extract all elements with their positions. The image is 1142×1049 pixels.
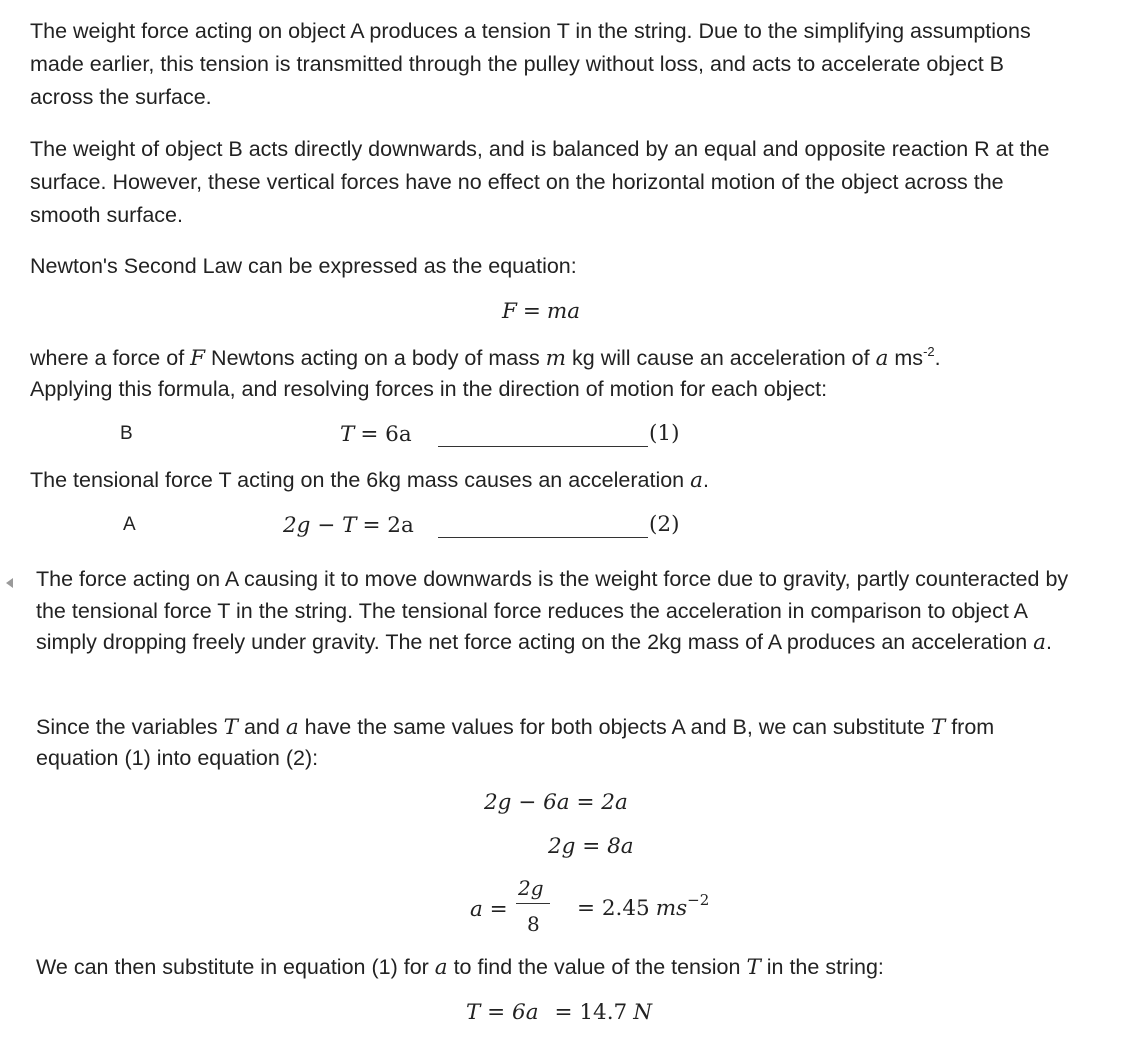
paragraph-equation-reference: equation (1) into equation (2): [36, 746, 319, 770]
paragraph-where-force [30, 345, 941, 372]
equation-newton-second-law [502, 298, 580, 325]
variable-a: a [434, 955, 448, 980]
variable-a: a [875, 346, 889, 371]
equation-2 [283, 512, 414, 539]
equation-symbol: = [522, 299, 541, 324]
equation-label-b: B [120, 423, 133, 444]
text-run: to find the value of the tension [447, 955, 747, 979]
paragraph-tension: The weight force acting on object A produces a tension T in the string. Due to the simplifying assumptions made earlier, this tension is transmitted through the pulley without loss, and acts to accelerate object B across the surface. [30, 19, 1031, 109]
fraction-bar [516, 903, 550, 904]
text-run: from [945, 715, 995, 739]
final-result: = 14.7 [554, 1000, 628, 1025]
paragraph-newton-intro: Newton's Second Law can be expressed as the equation: [30, 254, 577, 278]
derivation-a-lhs: a = [470, 897, 508, 922]
text-run: where a force of [30, 346, 191, 370]
paragraph-weight-of-b: The weight of object B acts directly downwards, and is balanced by an equal and opposite reaction R at the surface. However, these vertical forces have no effect on the horizontal motion of the object across the smooth surface. [30, 137, 1050, 227]
equation-lhs: T [340, 422, 355, 447]
variable-a: a [1033, 630, 1046, 655]
text-run: kg will cause an acceleration of [566, 346, 876, 370]
text-run: We can then substitute in equation (1) for [36, 955, 435, 979]
paragraph-force-on-a [36, 564, 1081, 659]
text-run: Since the variables [36, 715, 224, 739]
derivation-line-2: 2g = 8a [548, 834, 634, 859]
text-run: in the string: [760, 955, 884, 979]
fraction-denominator: 8 [527, 912, 540, 936]
equation-number-2: (2) [649, 512, 680, 537]
collapse-arrow-icon[interactable] [6, 578, 13, 588]
variable-a: a [690, 468, 703, 493]
variable-t: T [223, 715, 238, 740]
equation-leader-line [438, 446, 648, 447]
equation-number-1: (1) [649, 421, 680, 446]
paragraph-substitute-final [36, 954, 884, 981]
equation-1 [340, 421, 412, 448]
equation-label-a: A [123, 514, 136, 535]
equation-symbol: ma [546, 299, 581, 324]
text-run: The force acting on A causing it to move downwards is the weight force due to gravity, partly counteracted by the tensional force T in the string. The tensional force reduces the acceleration in comparison to object A simply dropping freely under gravity. The net force acting on the 2kg mass of A produces an acceleration [36, 567, 1069, 654]
unit-exponent: −2 [687, 891, 710, 909]
variable-m: m [545, 346, 567, 371]
result-unit: ms [655, 896, 688, 921]
text-run: and [237, 715, 286, 739]
derivation-line-1: 2g − 6a = 2a [484, 790, 628, 815]
equation-rhs: = 2a [362, 513, 414, 538]
text-run: . [702, 468, 709, 492]
final-eq: T = 6a [466, 1000, 539, 1025]
text-run: ms [888, 346, 924, 370]
equation-symbol: F [502, 299, 517, 324]
variable-a: a [285, 715, 299, 740]
variable-f: F [190, 346, 206, 371]
final-unit: N [633, 1000, 653, 1025]
result-value: = 2.45 [577, 896, 650, 921]
derivation-result [577, 891, 710, 922]
paragraph-tensional-force [30, 467, 709, 494]
text-run: Newtons acting on a body of mass [205, 346, 546, 370]
paragraph-applying-formula: Applying this formula, and resolving forces in the direction of motion for each object: [30, 377, 828, 401]
text-run: . [934, 346, 941, 370]
equation-leader-line [438, 537, 648, 538]
equation-rhs: = 6a [360, 422, 412, 447]
paragraph-since-variables [36, 714, 994, 741]
equation-final [466, 999, 652, 1026]
fraction-numerator: 2g [518, 876, 544, 900]
variable-t: T [930, 715, 946, 740]
variable-t: T [746, 955, 761, 980]
text-run: have the same values for both objects A and B, we can substitute [298, 715, 931, 739]
text-run: . [1045, 630, 1052, 654]
text-run: The tensional force T acting on the 6kg mass causes an acceleration [30, 468, 685, 492]
unit-exponent: -2 [923, 344, 935, 359]
equation-lhs: 2g − T [283, 513, 357, 538]
